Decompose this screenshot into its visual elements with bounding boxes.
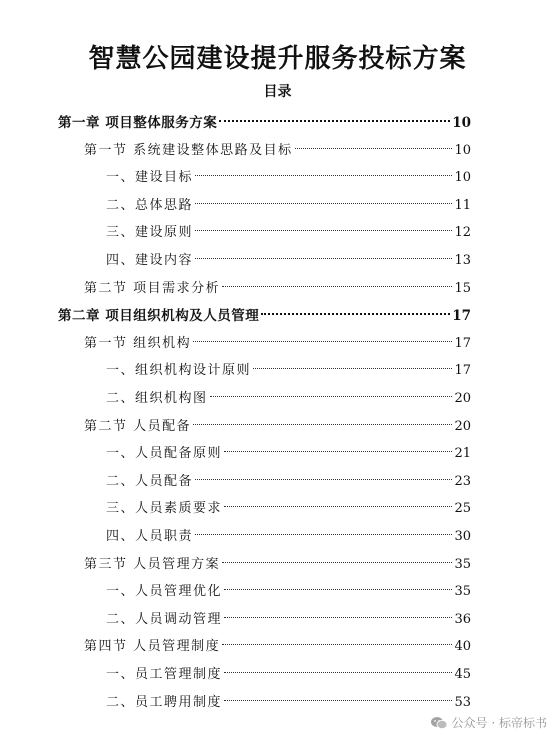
toc-entry-page: 36 <box>454 611 471 627</box>
toc-entry-title: 一、人员管理优化 <box>106 584 223 600</box>
toc-entry-title: 第二节 人员配备 <box>84 418 192 434</box>
toc-entry-page: 20 <box>454 391 471 406</box>
dot-leader <box>195 258 452 259</box>
toc-entry-title: 第二节 项目需求分析 <box>84 280 221 296</box>
toc-entry[interactable] <box>106 526 471 548</box>
dot-leader <box>193 424 452 425</box>
toc-entry[interactable] <box>106 609 471 631</box>
toc-entry[interactable] <box>84 636 471 658</box>
toc-entry-page: 20 <box>454 418 471 434</box>
toc-entry[interactable] <box>106 443 471 465</box>
toc-entry-title: 第四节 人员管理制度 <box>84 639 221 655</box>
toc-entry-page: 40 <box>454 639 471 655</box>
dot-leader <box>224 589 452 590</box>
dot-leader <box>224 672 452 673</box>
toc-entry-page: 15 <box>454 280 471 296</box>
document-title: 智慧公园建设提升服务投标方案 <box>88 44 467 74</box>
toc-entry[interactable] <box>58 112 471 134</box>
toc-entry-title: 第一节 组织机构 <box>84 335 192 351</box>
toc-entry[interactable] <box>106 692 471 714</box>
toc-entry-page: 17 <box>454 363 471 379</box>
toc-entry-title: 第一节 系统建设整体思路及目标 <box>84 142 293 158</box>
toc-entry[interactable] <box>106 498 471 520</box>
dot-leader <box>195 479 452 480</box>
dot-leader <box>222 562 452 563</box>
toc-entry[interactable] <box>84 333 471 355</box>
toc-entry-page: 10 <box>454 142 471 158</box>
toc-entry[interactable] <box>58 305 471 327</box>
dot-leader <box>261 313 450 315</box>
toc-entry-title: 二、人员调动管理 <box>106 611 223 627</box>
dot-leader <box>193 341 452 342</box>
toc-entry[interactable] <box>106 471 471 493</box>
toc-entry-page: 45 <box>454 667 471 682</box>
toc-entry-title: 二、总体思路 <box>106 197 194 213</box>
dot-leader <box>219 120 450 122</box>
dot-leader <box>224 506 452 507</box>
dot-leader <box>195 175 452 176</box>
dot-leader <box>195 534 452 535</box>
toc-entry-page: 21 <box>454 446 471 462</box>
toc-entry-page: 17 <box>452 308 471 325</box>
toc-entry[interactable] <box>84 278 471 300</box>
toc-entry-page: 23 <box>454 473 471 489</box>
toc-entry-page: 53 <box>454 694 471 710</box>
dot-leader <box>210 396 453 397</box>
toc-entry-title: 二、组织机构图 <box>106 391 208 406</box>
dot-leader <box>253 368 452 369</box>
dot-leader <box>195 203 452 204</box>
toc-entry[interactable] <box>84 140 471 162</box>
toc-entry-title: 二、人员配备 <box>106 473 194 489</box>
dot-leader <box>224 700 452 701</box>
wechat-icon <box>430 716 448 730</box>
toc-entry-title: 第一章 项目整体服务方案 <box>58 115 218 131</box>
toc-entry-page: 35 <box>454 584 471 600</box>
toc-entry-title: 一、人员配备原则 <box>106 446 223 462</box>
toc-entry-title: 三、建设原则 <box>106 225 194 241</box>
dot-leader <box>224 617 452 618</box>
toc-entry-page: 12 <box>454 225 471 241</box>
toc-entry-title: 一、建设目标 <box>106 170 194 186</box>
toc-entry-title: 第三节 人员管理方案 <box>84 556 221 572</box>
toc-entry-page: 11 <box>454 197 471 213</box>
toc-entry-title: 一、组织机构设计原则 <box>106 363 252 379</box>
toc-entry[interactable] <box>106 664 471 686</box>
toc-entry[interactable] <box>106 581 471 603</box>
toc-heading: 目录 <box>263 84 292 100</box>
toc-entry-page: 10 <box>452 115 471 131</box>
toc-entry[interactable] <box>106 167 471 189</box>
watermark-text: 公众号 · 标帝标书 <box>451 716 547 730</box>
toc-entry[interactable] <box>106 360 471 382</box>
toc-entry-title: 二、员工聘用制度 <box>106 694 223 710</box>
toc-entry-title: 三、人员素质要求 <box>106 501 223 517</box>
toc-entry-title: 一、员工管理制度 <box>106 667 223 682</box>
dot-leader <box>222 286 452 287</box>
toc-entry[interactable] <box>106 250 471 272</box>
watermark <box>430 714 547 731</box>
dot-leader <box>224 451 452 452</box>
dot-leader <box>195 230 452 231</box>
toc-entry-page: 17 <box>454 335 471 351</box>
toc-entry[interactable] <box>84 554 471 576</box>
toc-entry-page: 25 <box>454 501 471 517</box>
toc-entry-title: 四、建设内容 <box>106 253 194 268</box>
toc-entry-title: 第二章 项目组织机构及人员管理 <box>58 308 260 325</box>
toc-entry[interactable] <box>84 416 471 438</box>
toc-entry[interactable] <box>106 195 471 217</box>
toc-entry-page: 35 <box>454 556 471 572</box>
toc-entry-page: 30 <box>454 529 471 544</box>
toc-entry-title: 四、人员职责 <box>106 529 194 544</box>
dot-leader <box>222 644 452 645</box>
toc-entry-page: 13 <box>454 253 471 268</box>
toc-entry[interactable] <box>106 222 471 244</box>
toc-entry[interactable] <box>106 388 471 410</box>
dot-leader <box>295 148 453 149</box>
toc-entry-page: 10 <box>454 170 471 186</box>
